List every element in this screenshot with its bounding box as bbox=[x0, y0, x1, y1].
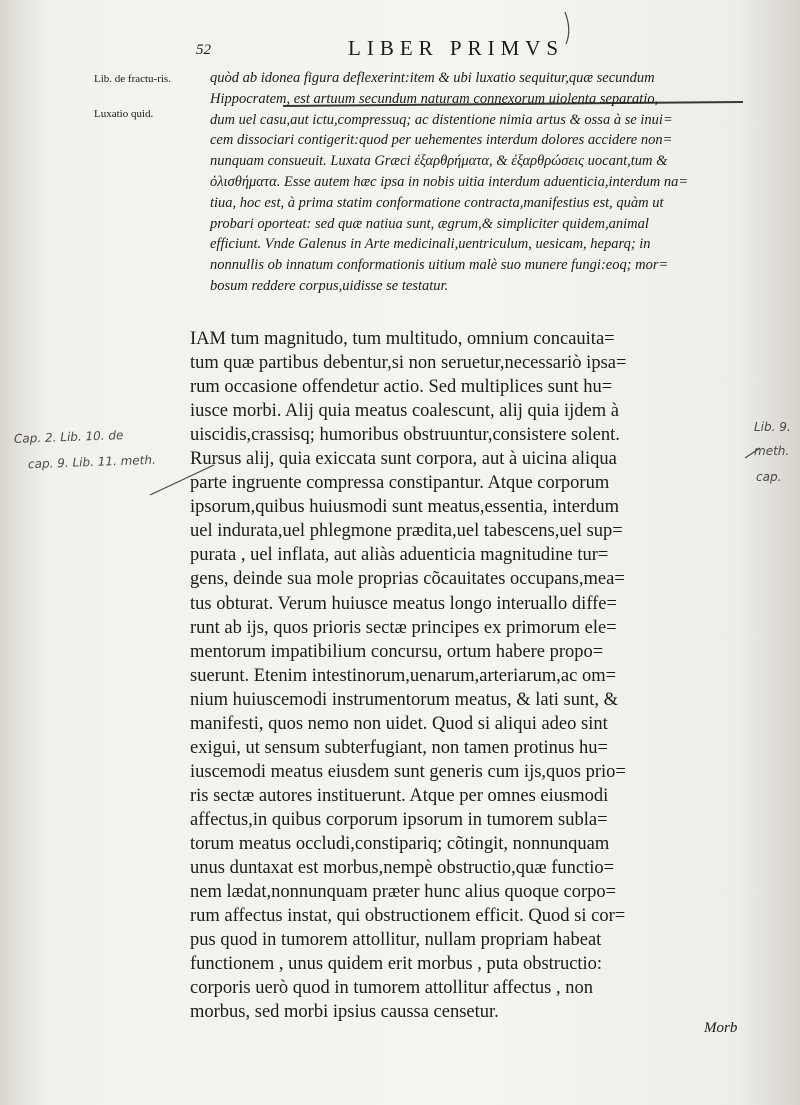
roman-line: pus quod in tumorem attollitur, nullam propriam habeat bbox=[190, 930, 602, 951]
italic-line: probari oporteat: sed quæ natiua sunt, ægrum,& simpliciter quidem,animal bbox=[210, 215, 649, 232]
roman-line: unus duntaxat est morbus,nempè obstructio,quæ functio= bbox=[190, 858, 615, 879]
italic-line: quòd ab idonea figura deflexerint:item & ubi luxatio sequitur,quæ secundum bbox=[210, 70, 655, 86]
italic-line: nonnullis ob innatum conformationis uitium malè suo munere fungi:eoq; mor= bbox=[210, 257, 669, 274]
roman-line: ipsorum,quibus huiusmodi sunt meatus,essentia, interdum bbox=[190, 497, 620, 518]
roman-line: IAM tum magnitudo, tum multitudo, omnium concauita= bbox=[190, 329, 615, 349]
handwritten-note-left-1: Cap. 2. Lib. 10. de bbox=[13, 428, 124, 446]
roman-line: corporis uerò quod in tumorem attollitur affectus , non bbox=[190, 978, 593, 999]
roman-line: purata , uel inflata, aut aliàs aduenticia magnitudine tur= bbox=[190, 545, 609, 566]
running-head: LIBER PRIMVS bbox=[348, 36, 565, 60]
roman-line: gens, deinde sua mole proprias cõcauitates occupans,mea= bbox=[190, 569, 625, 590]
roman-line: iuscemodi meatus eiusdem sunt generis cum ijs,quos prio= bbox=[190, 761, 626, 782]
italic-line: cem dissociari contigerit:quod per uehementes interdum dolores accidere non= bbox=[210, 132, 673, 149]
handwritten-note-right-2: meth. bbox=[754, 444, 790, 458]
roman-line: rum occasione offendetur actio. Sed multiplices sunt hu= bbox=[190, 377, 613, 398]
handwritten-note-right-1: Lib. 9. bbox=[754, 420, 791, 434]
handwritten-note-left-2: cap. 9. Lib. 11. meth. bbox=[27, 452, 157, 472]
roman-line: manifesti, quos nemo non uidet. Quod si aliqui adeo sint bbox=[190, 713, 608, 734]
roman-line: mentorum impatibilium concursu, ortum habere propo= bbox=[190, 641, 604, 662]
roman-line: tum quæ partibus debentur,si non seruetur,necessariò ipsa= bbox=[190, 353, 627, 374]
roman-line: nem lædat,nonnunquam præter hunc alius quoque corpo= bbox=[190, 882, 617, 903]
roman-line: parte ingruente compressa constipantur. Atque corporum bbox=[190, 473, 610, 494]
margin-note-luxatio: Luxatio quid. bbox=[94, 108, 154, 120]
italic-line: nunquam consueuit. Luxata Græci ἐξαρθρήματα, & ἐξαρθρώσεις uocant,tum & bbox=[210, 153, 668, 170]
roman-line: Rursus alij, quia exiccata sunt corpora, aut à uicina aliqua bbox=[190, 449, 617, 470]
roman-line: morbus, sed morbi ipsius caussa censetur. bbox=[190, 1002, 499, 1023]
handwritten-note-right-3: cap. bbox=[756, 470, 782, 484]
roman-line: suerunt. Etenim intestinorum,uenarum,arteriarum,ac om= bbox=[190, 665, 617, 686]
italic-line: efficiunt. Vnde Galenus in Arte medicinali,uentriculum, uesicam, heparq; in bbox=[210, 236, 651, 253]
italic-line: tiua, hoc est, à prima statim conformatione contracta,manifestius est, quàm ut bbox=[210, 194, 664, 211]
roman-line: exigui, ut sensum subterfugiant, non tamen protinus hu= bbox=[190, 737, 608, 758]
roman-line: tus obturat. Verum huiusce meatus longo interuallo diffe= bbox=[190, 593, 617, 614]
roman-line: uiscidis,crassisq; humoribus obstruuntur,consistere solent. bbox=[190, 425, 620, 446]
catchword: Morb bbox=[704, 1020, 738, 1036]
roman-line: affectus,in quibus corporum ipsorum in tumorem subla= bbox=[190, 809, 608, 830]
italic-line: Hippocratem, est artuum secundum naturam connexorum uiolenta separatio, bbox=[210, 90, 659, 107]
roman-line: rum affectus instat, qui obstructionem efficit. Quod si cor= bbox=[190, 906, 626, 927]
italic-line: dum uel casu,aut ictu,compressuq; ac distentione nimia artus & ossa à se inui= bbox=[210, 111, 673, 128]
roman-line: torum meatus occludi,constipariq; cõtingit, nonnunquam bbox=[190, 833, 610, 854]
italic-line: ὀλισθήματα. Esse autem hæc ipsa in nobis uitia interdum aduenticia,interdum na= bbox=[210, 173, 689, 190]
roman-line: functionem , unus quidem erit morbus , puta obstructio: bbox=[190, 954, 603, 975]
margin-note-fractures: Lib. de fractu-ris. bbox=[94, 73, 171, 85]
roman-line: iusce morbi. Alij quia meatus coalescunt, alij quia ijdem à bbox=[190, 401, 619, 422]
roman-line: nium huiuscemodi instrumentorum meatus, & lati sunt, & bbox=[190, 689, 619, 710]
roman-line: ris sectæ autores instituerunt. Atque per omnes eiusmodi bbox=[190, 785, 609, 806]
italic-line: bosum reddere corpus,uidisse se testatur. bbox=[210, 277, 449, 294]
roman-line: runt ab ijs, quos prioris sectæ principes ex primorum ele= bbox=[190, 617, 617, 638]
roman-line: uel indurata,uel phlegmone prædita,uel tabescens,uel sup= bbox=[190, 521, 623, 542]
page-number: 52 bbox=[196, 42, 211, 58]
